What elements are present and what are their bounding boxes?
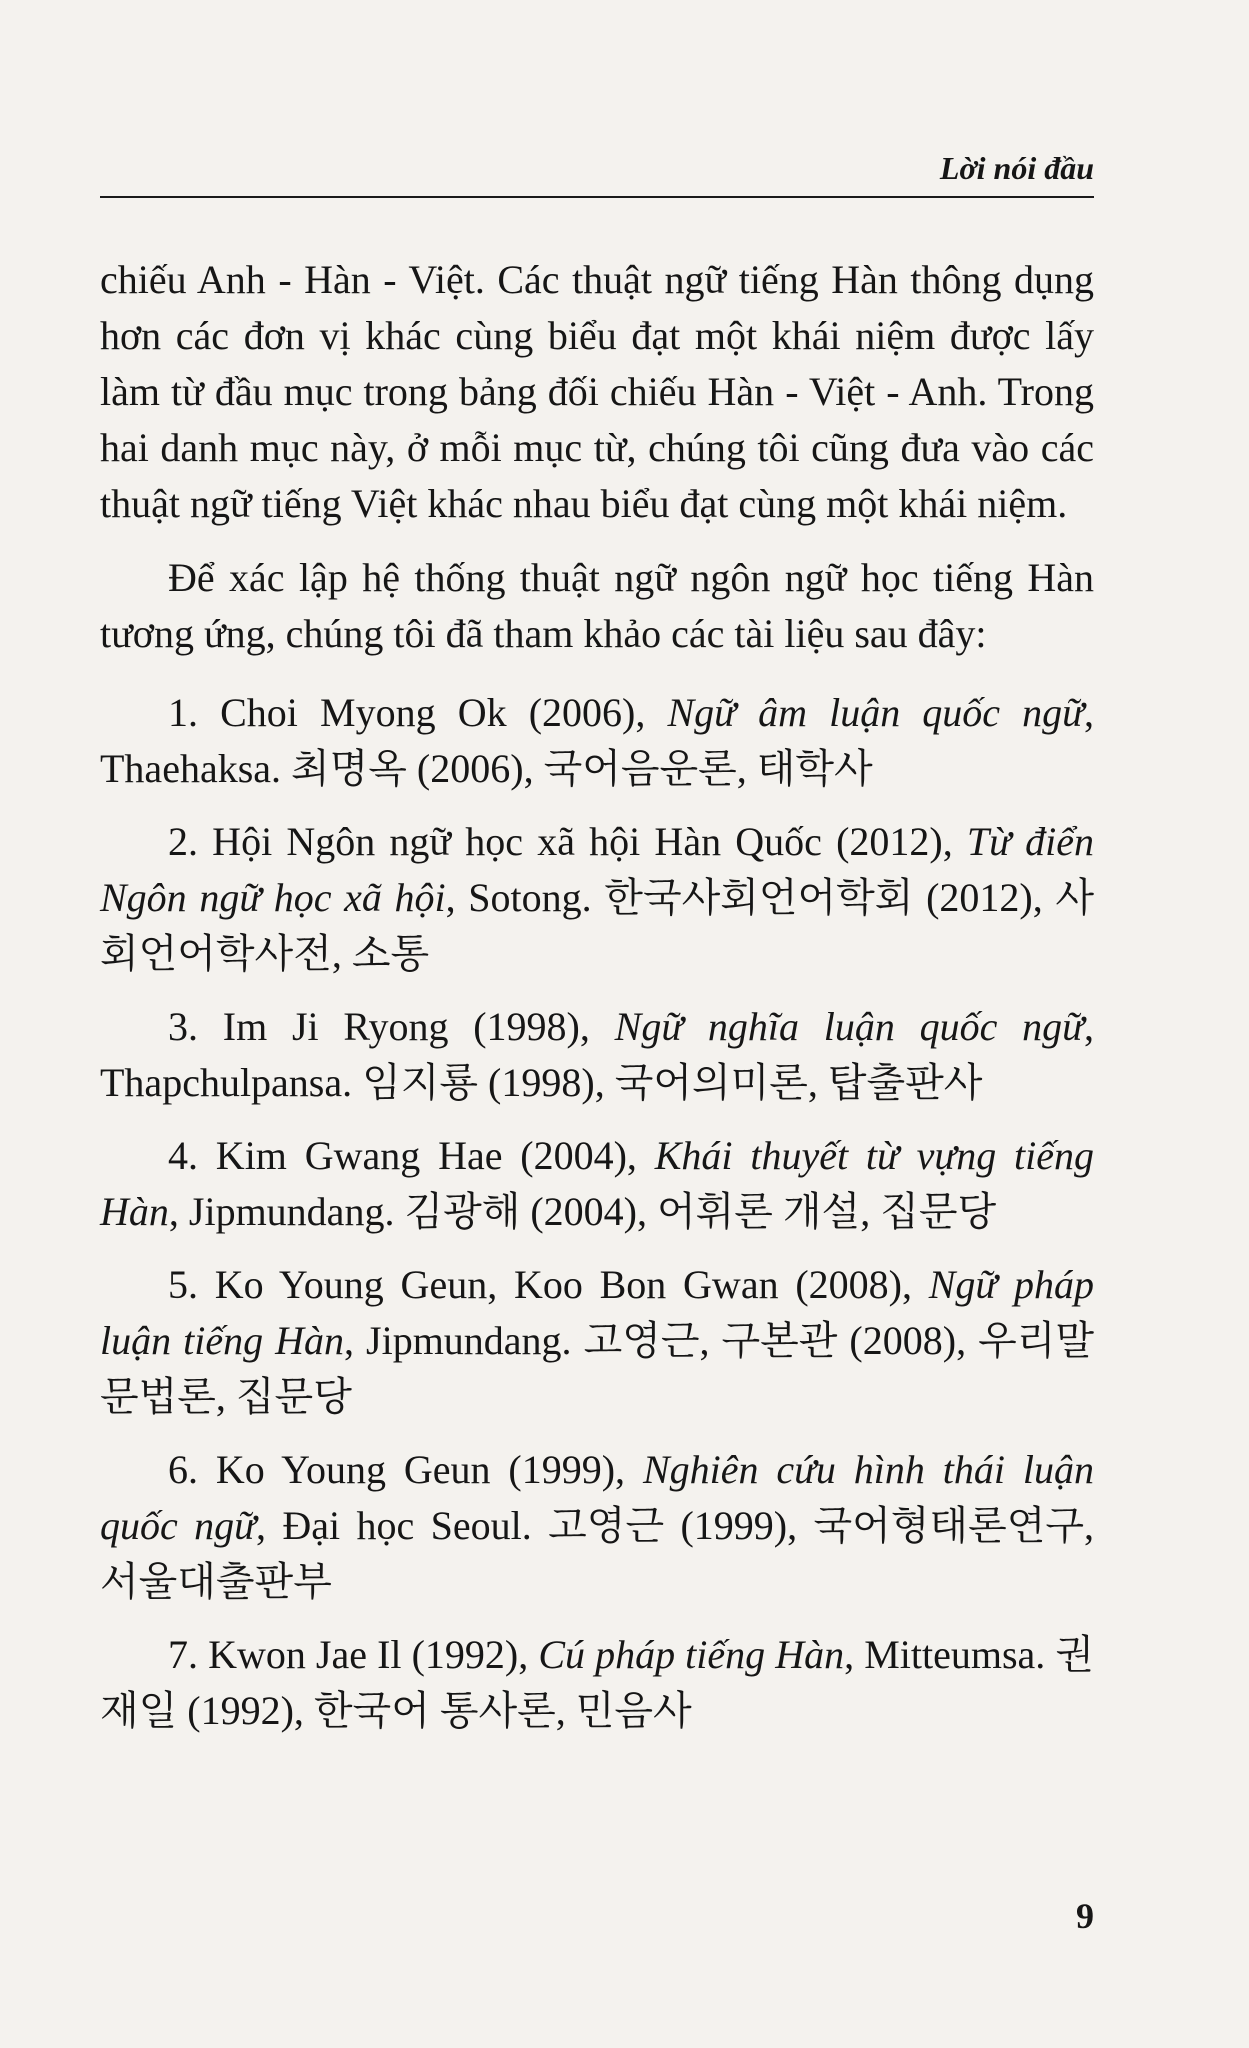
reference-suffix: , Jipmundang. 고영근, 구본관 (2008), 우리말 문법론, 집문당 (100, 1318, 1094, 1419)
reference-title: Nghiên cứu hình thái luận quốc ngữ (100, 1447, 1094, 1548)
reference-suffix: , Thaehaksa. 최명옥 (2006), 국어음운론, 태학사 (100, 690, 1094, 791)
reference-prefix: 1. Choi Myong Ok (2006), (168, 690, 668, 735)
reference-item (100, 685, 1094, 797)
paragraph-intro-references: Để xác lập hệ thống thuật ngữ ngôn ngữ học tiếng Hàn tương ứng, chúng tôi đã tham khảo các tài liệu sau đây: (100, 555, 1094, 656)
reference-prefix: 3. Im Ji Ryong (1998), (168, 1004, 615, 1049)
reference-item (100, 1128, 1094, 1240)
reference-suffix: , Sotong. 한국사회언어학회 (2012), 사회언어학사전, 소통 (100, 875, 1094, 976)
reference-item (100, 814, 1094, 982)
reference-prefix: 7. Kwon Jae Il (1992), (168, 1632, 539, 1677)
paragraph-continuation: chiếu Anh - Hàn - Việt. Các thuật ngữ tiếng Hàn thông dụng hơn các đơn vị khác cùng biểu đạt một khái niệm được lấy làm từ đầu mục trong bảng đối chiếu Hàn - Việt - Anh. Trong hai danh mục này, ở mỗi mục từ, chúng tôi cũng đưa vào các thuật ngữ tiếng Việt khác nhau biểu đạt cùng một khái niệm. (100, 257, 1094, 526)
reference-item (100, 1442, 1094, 1610)
reference-prefix: 2. Hội Ngôn ngữ học xã hội Hàn Quốc (2012), (168, 819, 967, 864)
reference-suffix: , Mitteumsa. 권재일 (1992), 한국어 통사론, 민음사 (100, 1632, 1095, 1733)
reference-suffix: , Đại học Seoul. 고영근 (1999), 국어형태론연구, 서울대출판부 (100, 1503, 1094, 1604)
page-body (100, 252, 1094, 1756)
reference-title: Cú pháp tiếng Hàn (538, 1632, 845, 1677)
reference-title: Ngữ pháp luận tiếng Hàn (100, 1262, 1094, 1363)
reference-prefix: 5. Ko Young Geun, Koo Bon Gwan (2008), (168, 1262, 929, 1307)
reference-suffix: , Jipmundang. 김광해 (2004), 어휘론 개설, 집문당 (168, 1189, 997, 1234)
header-rule (100, 196, 1094, 198)
reference-title: Từ điển Ngôn ngữ học xã hội (100, 819, 1094, 920)
reference-item (100, 1257, 1094, 1425)
page-number: 9 (1076, 1896, 1094, 1936)
reference-suffix: , Thapchulpansa. 임지룡 (1998), 국어의미론, 탑출판사 (100, 1004, 1094, 1105)
reference-prefix: 6. Ko Young Geun (1999), (168, 1447, 643, 1492)
reference-prefix: 4. Kim Gwang Hae (2004), (168, 1133, 655, 1178)
running-head: Lời nói đầu (939, 150, 1094, 186)
reference-item (100, 999, 1094, 1111)
reference-title: Ngữ âm luận quốc ngữ (667, 690, 1084, 735)
reference-title: Ngữ nghĩa luận quốc ngữ (614, 1004, 1084, 1049)
reference-title: Khái thuyết từ vựng tiếng Hàn (100, 1133, 1094, 1234)
reference-item (100, 1627, 1094, 1739)
